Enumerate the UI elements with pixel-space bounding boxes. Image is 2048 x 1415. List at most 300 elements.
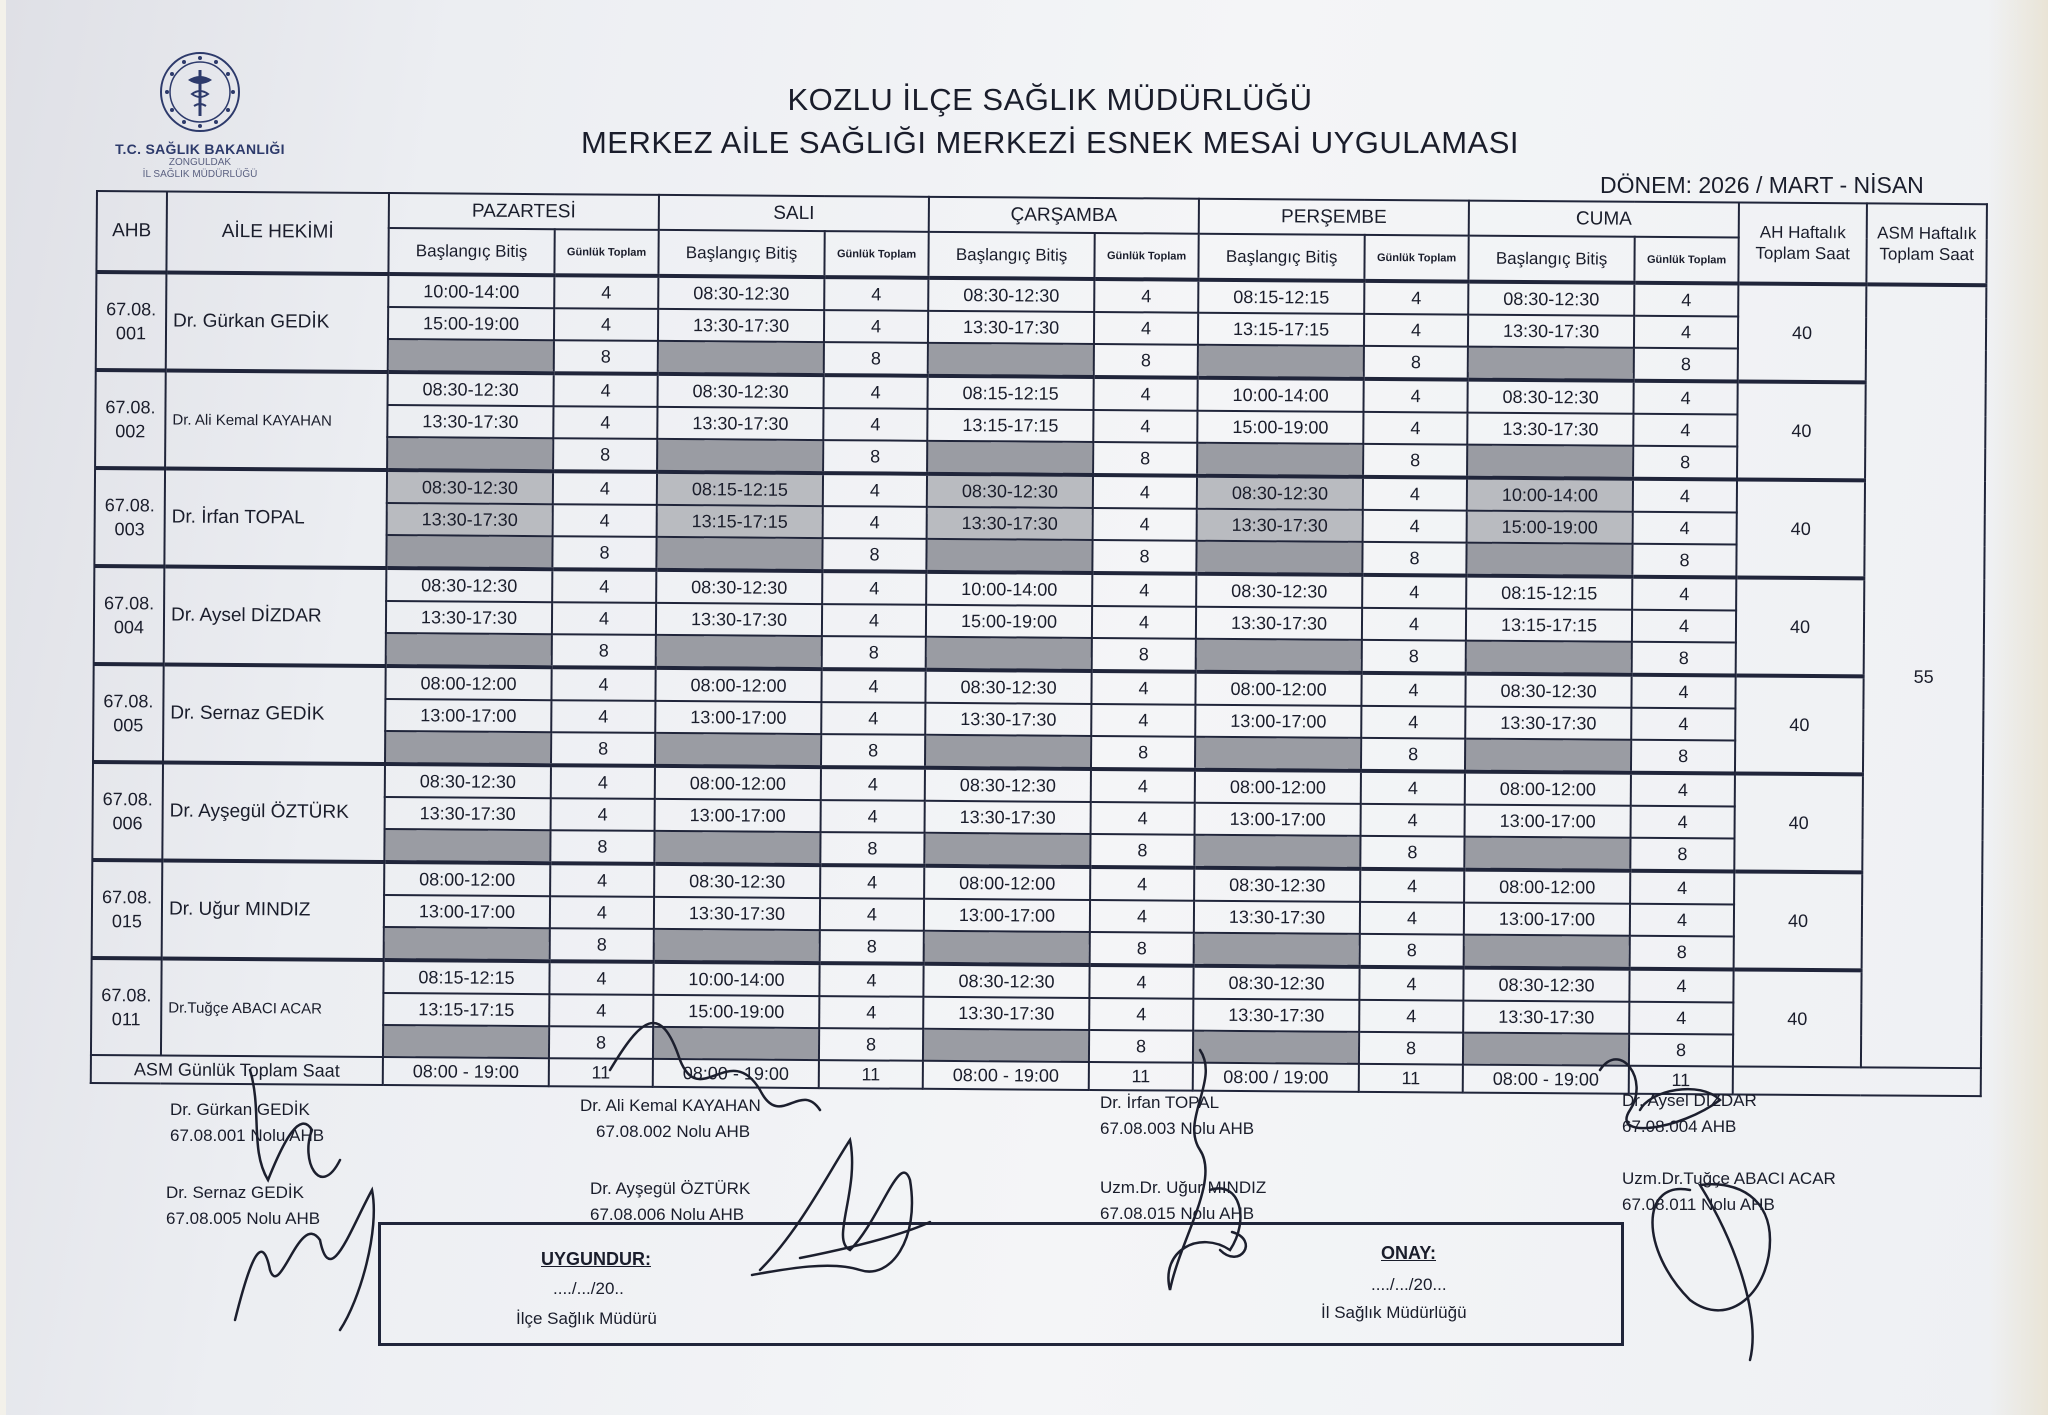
daily-total: 8: [550, 830, 654, 864]
shift-hours: 4: [823, 473, 927, 507]
shift-hours: 4: [551, 765, 655, 799]
shift-range: 08:30-12:30: [386, 568, 552, 602]
daily-total: 8: [1630, 838, 1734, 872]
shift-range: 15:00-19:00: [653, 995, 819, 1028]
total-hours: 11: [1359, 1064, 1463, 1093]
daily-total: 8: [1093, 442, 1197, 476]
daily-total: 8: [1360, 836, 1464, 870]
shift-range: 13:30-17:30: [1468, 315, 1634, 348]
signature-name: Dr. İrfan TOPAL: [1100, 1093, 1220, 1112]
shift-range: 08:30-12:30: [1468, 380, 1634, 414]
shift-hours: 4: [820, 898, 924, 931]
shaded-cell: [386, 535, 552, 569]
shift-hours: 4: [1363, 477, 1467, 511]
shift-range: 13:00-17:00: [655, 701, 821, 734]
signature-unit: 67.08.004 AHB: [1622, 1117, 1737, 1136]
doctor-name: Dr. İrfan TOPAL: [164, 468, 387, 568]
approval-onay-label: ONAY:: [1381, 1243, 1437, 1263]
shift-hours: 4: [1361, 673, 1465, 707]
shaded-cell: [655, 733, 821, 767]
daily-total: 8: [820, 832, 924, 866]
shaded-cell: [1194, 933, 1360, 967]
daily-total: 8: [552, 536, 656, 570]
signature-unit: 67.08.003 Nolu AHB: [1100, 1119, 1255, 1138]
approval-uygun-label: UYGUNDUR:: [541, 1249, 651, 1269]
header-day: ÇARŞAMBA: [929, 197, 1199, 234]
daily-total: 8: [1092, 540, 1196, 574]
shift-range: 13:00-17:00: [385, 699, 551, 732]
daily-total: 8: [824, 342, 928, 376]
shaded-cell: [1463, 1033, 1629, 1066]
daily-total: 8: [819, 1028, 923, 1061]
daily-total: 8: [1361, 738, 1465, 772]
daily-total: 8: [1091, 736, 1195, 770]
shift-range: 08:00-12:00: [1195, 770, 1361, 804]
signature-name: Dr. Ali Kemal KAYAHAN: [580, 1096, 761, 1115]
shift-hours: 4: [1629, 969, 1733, 1003]
shift-range: 08:30-12:30: [1465, 674, 1631, 708]
shaded-cell: [1195, 737, 1361, 771]
shift-hours: 4: [550, 896, 654, 929]
header-day: SALI: [659, 195, 929, 232]
signature-unit: 67.08.015 Nolu AHB: [1100, 1204, 1255, 1223]
shift-range: 13:15-17:15: [1466, 609, 1632, 642]
ahb-code: 67.08. 003: [94, 468, 165, 566]
shift-hours: 4: [1631, 675, 1735, 709]
shift-hours: 4: [824, 277, 928, 311]
daily-total: 8: [1633, 446, 1737, 480]
shift-range: 08:30-12:30: [1196, 574, 1362, 608]
shift-range: 08:30-12:30: [1193, 966, 1359, 1000]
daily-total: 8: [553, 438, 657, 472]
logo-subtitle2: İL SAĞLIK MÜDÜRLÜĞÜ: [142, 169, 258, 180]
shift-hours: 4: [550, 863, 654, 897]
daily-total: 8: [1363, 444, 1467, 478]
shift-range: 08:00-12:00: [1465, 772, 1631, 806]
shift-hours: 4: [554, 275, 658, 309]
shaded-cell: [925, 735, 1091, 769]
signature-name: Uzm.Dr. Uğur MINDIZ: [1100, 1178, 1267, 1197]
daily-total: 8: [823, 440, 927, 474]
shaded-cell: [1197, 443, 1363, 477]
header-day: PAZARTESİ: [389, 193, 659, 230]
shaded-cell: [926, 637, 1092, 671]
shift-hours: 4: [1634, 316, 1738, 349]
header-asm-weekly: ASM Haftalık Toplam Saat: [1866, 203, 1987, 285]
shift-hours: 4: [1363, 510, 1467, 543]
shift-hours: 4: [822, 604, 926, 637]
shift-hours: 4: [823, 506, 927, 539]
shift-range: 13:30-17:30: [1194, 901, 1360, 934]
shift-range: 08:00-12:00: [1464, 870, 1630, 904]
shift-hours: 4: [1361, 804, 1465, 837]
ahb-code: 67.08. 015: [92, 860, 163, 958]
shift-range: 10:00-14:00: [1198, 378, 1364, 412]
daily-total: 8: [1359, 1032, 1463, 1065]
header-ahb: AHB: [96, 191, 167, 272]
document-title: KOZLU İLÇE SAĞLIK MÜDÜRLÜĞÜ: [787, 82, 1313, 117]
approval-box: [378, 1222, 1624, 1346]
shift-hours: 4: [1089, 998, 1193, 1031]
shaded-cell: [1193, 1031, 1359, 1064]
shift-range: 08:30-12:30: [928, 278, 1094, 312]
shift-hours: 4: [1630, 871, 1734, 905]
shift-hours: 4: [821, 702, 925, 735]
ahb-code: 67.08. 004: [94, 566, 165, 664]
shift-range: 10:00-14:00: [1467, 478, 1633, 512]
shift-range: 13:30-17:30: [1196, 607, 1362, 640]
header-daily-total: Günlük Toplam: [1094, 233, 1198, 280]
ahb-code: 67.08. 005: [93, 664, 164, 762]
shift-hours: 4: [554, 308, 658, 341]
shift-range: 08:30-12:30: [388, 372, 554, 406]
daily-total: 8: [1094, 344, 1198, 378]
shift-hours: 4: [821, 767, 925, 801]
shift-hours: 4: [1634, 381, 1738, 415]
ah-weekly-total: 40: [1736, 479, 1865, 578]
header-range: Başlangıç Bitiş: [658, 230, 824, 277]
shift-range: 13:15-17:15: [927, 409, 1093, 442]
shaded-cell: [927, 441, 1093, 475]
shaded-cell: [383, 1025, 549, 1058]
daily-total: 8: [1360, 934, 1464, 968]
header-range: Başlangıç Bitiş: [388, 228, 554, 275]
daily-total: 8: [1364, 346, 1468, 380]
shift-range: 13:15-17:15: [657, 505, 823, 538]
approval-onay-date: ..../.../20...: [1371, 1275, 1447, 1294]
ah-weekly-total: 40: [1738, 283, 1867, 382]
shaded-cell: [1465, 739, 1631, 773]
asm-weekly-total: 55: [1861, 284, 1986, 1068]
shaded-cell: [924, 833, 1090, 867]
shift-hours: 4: [1090, 867, 1194, 901]
shift-hours: 4: [821, 800, 925, 833]
shift-hours: 4: [1091, 802, 1195, 835]
shift-hours: 4: [1094, 279, 1198, 313]
shaded-cell: [385, 731, 551, 765]
ahb-code: 67.08. 011: [91, 958, 162, 1055]
shift-range: 08:00-12:00: [385, 666, 551, 700]
header-range: Başlangıç Bitiş: [1468, 236, 1634, 283]
total-range: 08:00 - 19:00: [1463, 1065, 1629, 1094]
shift-hours: 4: [1092, 573, 1196, 607]
shift-hours: 4: [823, 408, 927, 441]
shift-hours: 4: [1631, 773, 1735, 807]
doctor-name: Dr. Ayşegül ÖZTÜRK: [162, 762, 385, 862]
shift-range: 08:15-12:15: [657, 472, 823, 506]
shift-hours: 4: [552, 602, 656, 635]
shift-hours: 4: [1361, 706, 1465, 739]
approval-uygun-role: İlçe Sağlık Müdürü: [516, 1309, 657, 1328]
signature-doctor: [170, 1097, 324, 1149]
shift-hours: 4: [551, 700, 655, 733]
shift-hours: 4: [1362, 575, 1466, 609]
shaded-cell: [1196, 639, 1362, 673]
shift-hours: 4: [1360, 869, 1464, 903]
shaded-cell: [1198, 345, 1364, 379]
shift-range: 13:00-17:00: [1195, 803, 1361, 836]
shaded-cell: [1194, 835, 1360, 869]
shaded-cell: [658, 341, 824, 375]
header-doctor: AİLE HEKİMİ: [166, 191, 389, 274]
shaded-cell: [1466, 543, 1632, 577]
document-subtitle: MERKEZ AİLE SAĞLIĞI MERKEZİ ESNEK MESAİ UYGULAMASI: [580, 125, 1520, 160]
shift-hours: 4: [553, 406, 657, 439]
shift-hours: 4: [822, 571, 926, 605]
shift-hours: 4: [824, 310, 928, 343]
shift-range: 13:30-17:30: [925, 703, 1091, 736]
logo-subtitle: ZONGULDAK: [168, 157, 232, 168]
schedule-table: [90, 190, 1988, 1097]
shift-hours: 4: [1364, 281, 1468, 315]
total-empty: [1733, 1066, 1981, 1096]
shift-hours: 4: [1633, 512, 1737, 545]
daily-total: 8: [1089, 1030, 1193, 1063]
shaded-cell: [923, 1029, 1089, 1062]
doctor-name: Dr. Ali Kemal KAYAHAN: [165, 370, 388, 470]
shaded-cell: [384, 829, 550, 863]
shift-range: 08:00-12:00: [384, 862, 550, 896]
shift-range: 15:00-19:00: [926, 605, 1092, 638]
shaded-cell: [924, 931, 1090, 965]
shift-range: 08:00-12:00: [1195, 672, 1361, 706]
ahb-code: 67.08. 001: [96, 272, 167, 370]
shift-range: 13:00-17:00: [384, 895, 550, 928]
shift-hours: 4: [1359, 967, 1463, 1001]
daily-total: 8: [1630, 936, 1734, 970]
shift-range: 13:30-17:30: [656, 603, 822, 636]
shaded-cell: [656, 537, 822, 571]
daily-total: 8: [1090, 932, 1194, 966]
shift-range: 13:30-17:30: [657, 407, 823, 440]
shift-hours: 4: [1093, 475, 1197, 509]
shift-range: 08:30-12:30: [387, 470, 553, 504]
signature-doctor: [580, 1093, 761, 1145]
shift-hours: 4: [1629, 1002, 1733, 1035]
ah-weekly-total: 40: [1737, 381, 1866, 480]
shift-range: 10:00-14:00: [653, 962, 819, 996]
shift-range: 13:00-17:00: [1464, 903, 1630, 936]
signature-doctor: [590, 1176, 750, 1228]
shift-range: 13:00-17:00: [655, 799, 821, 832]
approval-onay-role: İl Sağlık Müdürlüğü: [1321, 1303, 1467, 1322]
daily-total: 8: [554, 340, 658, 374]
shift-hours: 4: [1361, 771, 1465, 805]
schedule-body: [91, 272, 1987, 1096]
shift-range: 13:30-17:30: [385, 797, 551, 830]
shift-range: 13:00-17:00: [1465, 805, 1631, 838]
shift-hours: 4: [1093, 508, 1197, 541]
daily-total: 8: [1090, 834, 1194, 868]
shift-range: 13:30-17:30: [1197, 509, 1363, 542]
shaded-cell: [1464, 837, 1630, 871]
shift-hours: 4: [551, 798, 655, 831]
ah-weekly-total: 40: [1736, 577, 1865, 676]
shaded-cell: [928, 343, 1094, 377]
ah-weekly-total: 40: [1734, 871, 1863, 970]
shift-hours: 4: [1630, 904, 1734, 937]
daily-total: 8: [1634, 348, 1738, 382]
header-daily-total: Günlük Toplam: [824, 231, 928, 278]
daily-total: 8: [822, 636, 926, 670]
shift-range: 08:15-12:15: [1466, 576, 1632, 610]
total-hours: 11: [1629, 1066, 1733, 1095]
shift-range: 13:00-17:00: [924, 899, 1090, 932]
shift-hours: 4: [820, 865, 924, 899]
shift-hours: 4: [1633, 414, 1737, 447]
doctor-name: Dr. Sernaz GEDİK: [163, 664, 386, 764]
shift-range: 13:30-17:30: [654, 897, 820, 930]
paper-edge: [1988, 0, 2048, 1415]
total-range: 08:00 - 19:00: [923, 1061, 1089, 1090]
shaded-cell: [654, 831, 820, 865]
daily-total: 8: [552, 634, 656, 668]
shift-range: 08:30-12:30: [925, 670, 1091, 704]
shift-hours: 4: [819, 996, 923, 1029]
shift-range: 13:30-17:30: [387, 503, 553, 536]
daily-total: 8: [1362, 542, 1466, 576]
shift-range: 15:00-19:00: [1197, 411, 1363, 444]
signature-name: Dr. Ayşegül ÖZTÜRK: [590, 1179, 751, 1198]
total-hours: 11: [549, 1058, 653, 1087]
daily-total: 8: [1631, 740, 1735, 774]
shift-range: 13:30-17:30: [923, 997, 1089, 1030]
shaded-cell: [656, 635, 822, 669]
shift-range: 08:30-12:30: [1194, 868, 1360, 902]
shift-range: 13:30-17:30: [387, 405, 553, 438]
header-daily-total: Günlük Toplam: [1634, 237, 1738, 284]
shift-range: 08:30-12:30: [658, 276, 824, 310]
signature-name: Uzm.Dr.Tuğçe ABACI ACAR: [1622, 1169, 1836, 1188]
shift-hours: 4: [1364, 379, 1468, 413]
shift-range: 13:30-17:30: [1465, 707, 1631, 740]
doctor-name: Dr. Aysel DİZDAR: [164, 566, 387, 666]
shift-hours: 4: [553, 471, 657, 505]
signature-doctor: [1622, 1088, 1757, 1140]
ahb-code: 67.08. 006: [92, 762, 163, 860]
shaded-cell: [926, 539, 1092, 573]
daily-total: 8: [822, 538, 926, 572]
shift-hours: 4: [824, 375, 928, 409]
ah-weekly-total: 40: [1735, 675, 1864, 774]
total-range: 08:00 / 19:00: [1193, 1063, 1359, 1092]
shift-range: 08:15-12:15: [928, 376, 1094, 410]
shift-range: 13:15-17:15: [383, 993, 549, 1026]
shift-range: 10:00-14:00: [388, 274, 554, 308]
shift-hours: 4: [1360, 902, 1464, 935]
shift-hours: 4: [1094, 312, 1198, 345]
shift-hours: 4: [1634, 283, 1738, 317]
shift-hours: 4: [552, 569, 656, 603]
shift-hours: 4: [1632, 610, 1736, 643]
shift-hours: 4: [1632, 577, 1736, 611]
shift-hours: 4: [1093, 410, 1197, 443]
shaded-cell: [1467, 445, 1633, 479]
signature-unit: 67.08.001 Nolu AHB: [170, 1126, 325, 1145]
shift-range: 08:30-12:30: [1463, 968, 1629, 1002]
header-daily-total: Günlük Toplam: [1364, 235, 1468, 282]
signature-name: Dr. Sernaz GEDİK: [166, 1183, 304, 1202]
shift-range: 08:30-12:30: [658, 374, 824, 408]
shift-hours: 4: [1089, 965, 1193, 999]
shift-hours: 4: [549, 961, 653, 995]
header-range: Başlangıç Bitiş: [928, 232, 1094, 279]
shift-range: 15:00-19:00: [1467, 511, 1633, 544]
shift-hours: 4: [553, 504, 657, 537]
shift-range: 08:30-12:30: [1468, 282, 1634, 316]
approval-uygun-date: ..../.../20..: [553, 1279, 624, 1298]
total-hours: 11: [1089, 1062, 1193, 1091]
shaded-cell: [1464, 935, 1630, 969]
shift-hours: 4: [1090, 900, 1194, 933]
signature-unit: 67.08.011 Nolu AHB: [1622, 1195, 1775, 1214]
daily-total: 8: [821, 734, 925, 768]
shift-range: 13:30-17:30: [386, 601, 552, 634]
signature-doctor: [166, 1180, 320, 1232]
shift-range: 13:00-17:00: [1195, 705, 1361, 738]
shift-range: 13:15-17:15: [1198, 313, 1364, 346]
daily-total: 8: [1632, 544, 1736, 578]
header-daily-total: Günlük Toplam: [554, 229, 658, 276]
daily-total: 8: [549, 1026, 653, 1059]
shift-hours: 4: [1092, 606, 1196, 639]
shift-hours: 4: [1362, 608, 1466, 641]
shift-range: 08:30-12:30: [927, 474, 1093, 508]
signature-doctor: [1100, 1175, 1266, 1227]
total-range: 08:00 - 19:00: [383, 1057, 549, 1086]
shift-range: 13:30-17:30: [925, 801, 1091, 834]
shift-range: 08:00-12:00: [655, 766, 821, 800]
shaded-cell: [384, 927, 550, 961]
shift-range: 08:00-12:00: [655, 668, 821, 702]
shift-hours: 4: [1091, 769, 1195, 803]
shift-range: 08:15-12:15: [1198, 280, 1364, 314]
shift-range: 08:00-12:00: [924, 866, 1090, 900]
ah-weekly-total: 40: [1733, 969, 1862, 1067]
total-label: ASM Günlük Toplam Saat: [91, 1055, 383, 1085]
daily-total: 8: [1629, 1034, 1733, 1067]
shift-hours: 4: [551, 667, 655, 701]
shift-hours: 4: [1094, 377, 1198, 411]
shaded-cell: [386, 633, 552, 667]
signature-name: Dr. Aysel DİZDAR: [1622, 1091, 1757, 1110]
shift-hours: 4: [1359, 1000, 1463, 1033]
shaded-cell: [388, 339, 554, 373]
ministry-logo: [100, 50, 300, 181]
doctor-name: Dr.Tuğçe ABACI ACAR: [161, 958, 384, 1057]
shift-hours: 4: [1631, 806, 1735, 839]
ahb-code: 67.08. 002: [95, 370, 166, 468]
header-day: PERŞEMBE: [1199, 199, 1469, 236]
total-range: 08:00 - 19:00: [653, 1059, 819, 1088]
shift-range: 08:30-12:30: [654, 864, 820, 898]
shift-hours: 4: [819, 963, 923, 997]
shaded-cell: [387, 437, 553, 471]
daily-total: 8: [1632, 642, 1736, 676]
shift-range: 13:30-17:30: [1193, 999, 1359, 1032]
shift-range: 13:30-17:30: [1463, 1001, 1629, 1034]
shift-range: 13:30-17:30: [927, 507, 1093, 540]
shift-range: 08:30-12:30: [925, 768, 1091, 802]
shift-range: 08:30-12:30: [1197, 476, 1363, 510]
period-label: DÖNEM: 2026 / MART - NİSAN: [1600, 172, 1924, 198]
shift-hours: 4: [554, 373, 658, 407]
shaded-cell: [657, 439, 823, 473]
daily-total: 8: [1092, 638, 1196, 672]
shift-range: 13:30-17:30: [1467, 413, 1633, 446]
shaded-cell: [653, 1027, 819, 1060]
total-hours: 11: [819, 1060, 923, 1089]
